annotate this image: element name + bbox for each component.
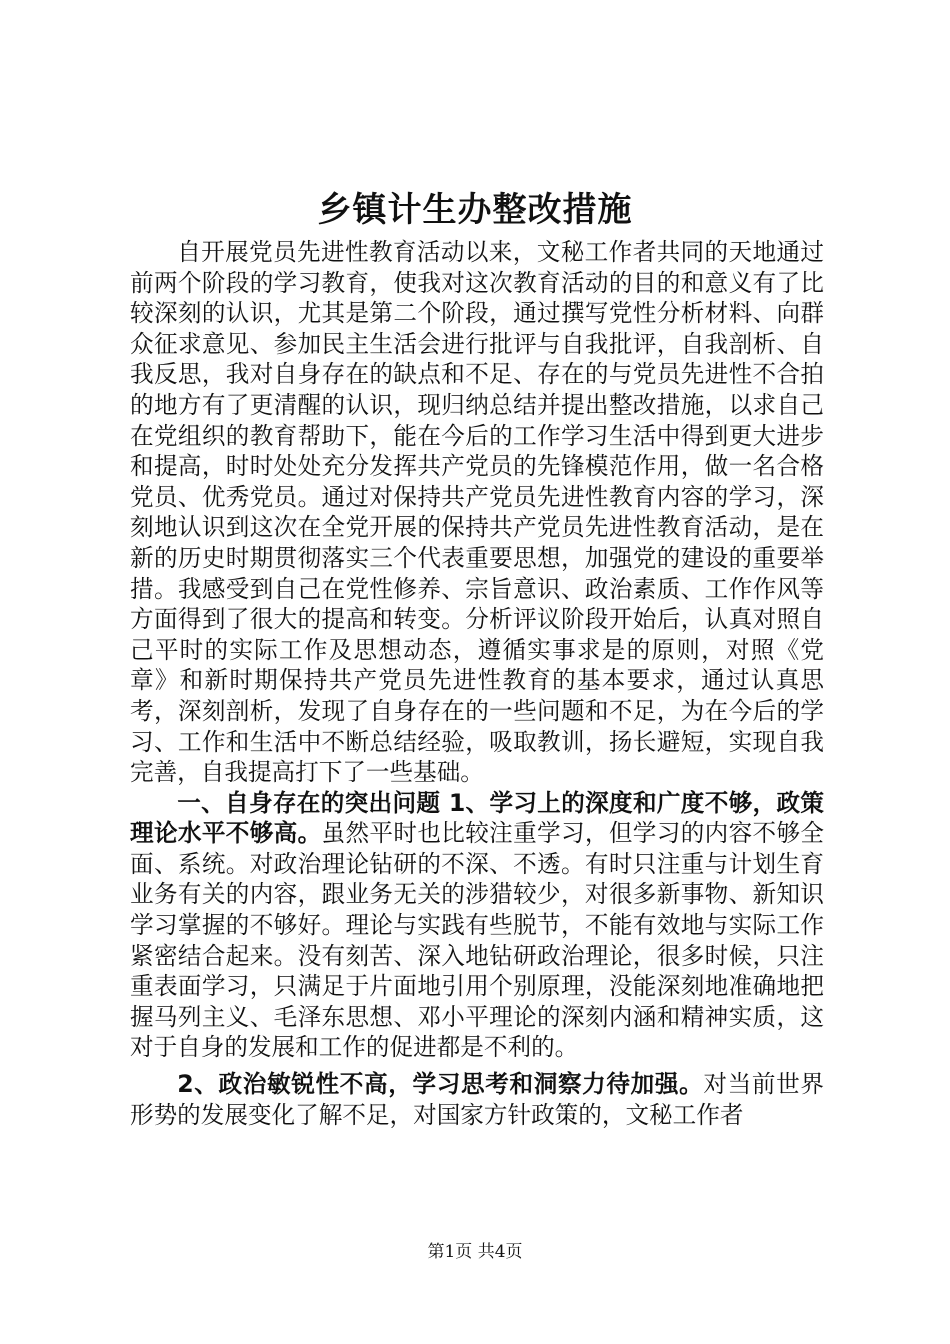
document-title: 乡镇计生办整改措施 bbox=[317, 190, 633, 230]
section-2-heading: 2、政治敏锐性不高，学习思考和洞察力待加强。 bbox=[177, 1070, 704, 1099]
paragraph-section-1 bbox=[130, 788, 824, 1063]
section-1-text: 虽然平时也比较注重学习，但学习的内容不够全面、系统。对政治理论钻研的不深、不透。有时只注重与计划生育业务有关的内容，跟业务无关的涉猎较少，对很多新事物、新知识学习掌握的不够好。理论与实践有些脱节，不能有效地与实际工作紧密结合起来。没有刻苦、深入地钻研政治理论，很多时候，只注重表面学习，只满足于片面地引用个别原理，没能深刻地准确地把握马列主义、毛泽东思想、邓小平理论的深刻内涵和精神实质，这对于自身的发展和工作的促进都是不利的。 bbox=[130, 819, 825, 1062]
document-body bbox=[130, 237, 824, 1130]
page-footer: 第1页 共4页 bbox=[427, 1242, 523, 1262]
section-1-heading: 一、自身存在的突出问题 1、学习上的深度和广度不够，政策理论水平不够高。 bbox=[130, 788, 824, 848]
paragraph-intro-text: 自开展党员先进性教育活动以来，文秘工作者共同的天地通过前两个阶段的学习教育，使我对这次教育活动的目的和意义有了比较深刻的认识，尤其是第二个阶段，通过撰写党性分析材料、向群众征求意见、参加民主生活会进行批评与自我批评，自我剖析、自我反思，我对自身存在的缺点和不足、存在的与党员先进性不合拍的地方有了更清醒的认识，现归纳总结并提出整改措施，以求自己在党组织的教育帮助下，能在今后的工作学习生活中得到更大进步和提高，时时处处充分发挥共产党员的先锋模范作用，做一名合格党员、优秀党员。通过对保持共产党员先进性教育内容的学习，深刻地认识到这次在全党开展的保持共产党员先进性教育活动，是在新的历史时期贯彻落实三个代表重要思想，加强党的建设的重要举措。我感受到自己在党性修养、宗旨意识、政治素质、工作作风等方面得到了很大的提高和转变。分析评议阶段开始后，认真对照自己平时的实际工作及思想动态，遵循实事求是的原则，对照《党章》和新时期保持共产党员先进性教育的基本要求，通过认真思考，深刻剖析，发现了自身存在的一些问题和不足，为在今后的学习、工作和生活中不断总结经验，吸取教训，扬长避短，实现自我完善，自我提高打下了一些基础。 bbox=[130, 238, 824, 787]
paragraph-intro bbox=[130, 237, 824, 788]
section-2-text: 对当前世界形势的发展变化了解不足，对国家方针政策的，文秘工作者 bbox=[130, 1070, 824, 1129]
paragraph-section-2 bbox=[130, 1069, 824, 1130]
